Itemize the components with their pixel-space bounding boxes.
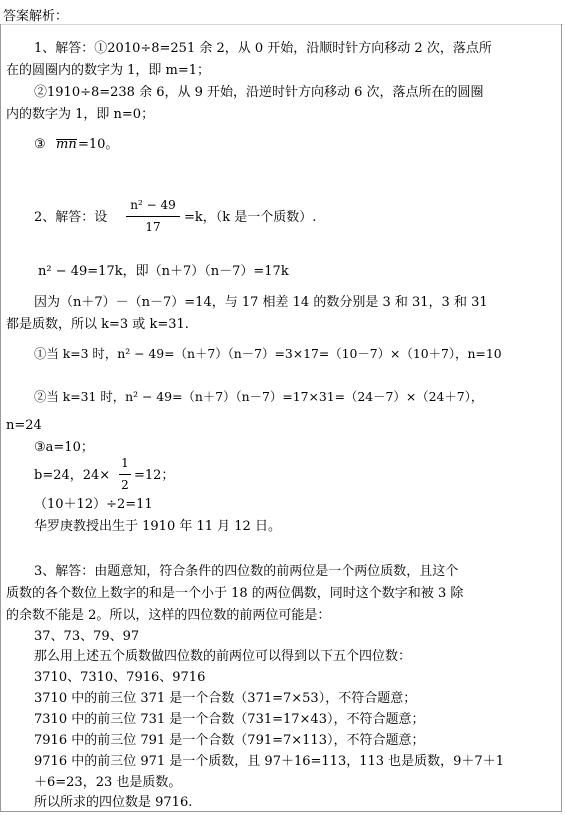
q2-sum: （10＋12）÷2=11: [34, 497, 153, 512]
q2-b-suffix: =12；: [134, 468, 175, 483]
q2-b-fraction-bar: [119, 474, 131, 475]
q1-line-4: 内的数字为 1，即 n=0；: [6, 107, 155, 122]
q3-line-2: 质数的各个数位上数字的和是一个小于 18 的两位偶数，同时这个数字和被 3 除: [6, 586, 464, 601]
q3-line-1: 3、解答：由题意知，符合条件的四位数的前两位是一个两位质数，且这个: [34, 564, 459, 579]
q2-head-prefix: 2、解答：设: [34, 210, 108, 225]
q2-reason-2: 都是质数，所以 k=3 或 k=31.: [6, 317, 189, 332]
q2-b-prefix: b=24，24×: [34, 468, 111, 483]
q2-reason-1: 因为（n＋7）－（n－7）=14，与 17 相差 14 的数分别是 3 和 31，3 和 31: [34, 295, 488, 310]
q2-head-suffix: =k，（k 是一个质数）.: [184, 210, 317, 225]
q3-line-11: ＋6=23，23 也是质数。: [34, 775, 182, 790]
q2-case-2: ②当 k=31 时，n² − 49=（n＋7）（n－7）=17×31=（24－7）×（24＋7），: [34, 389, 484, 404]
q2-b-denominator: 2: [121, 478, 129, 492]
q3-line-3: 的余数不能是 2。所以，这样的四位数的前两位可能是：: [6, 608, 331, 623]
q2-fraction-denominator: 17: [145, 220, 161, 234]
q2-b-numerator: 1: [121, 456, 129, 470]
q2-birth: 华罗庚教授出生于 1910 年 11 月 12 日。: [34, 519, 281, 534]
q3-line-12: 所以所求的四位数是 9716.: [34, 795, 193, 810]
q1-line-5-suffix: =10。: [78, 137, 119, 152]
q2-equation: n² − 49=17k，即（n＋7）（n－7）=17k: [38, 264, 289, 279]
q3-line-9: 7916 中的前三位 791 是一个合数（791=7×113），不符合题意；: [34, 733, 425, 748]
q3-line-8: 7310 中的前三位 731 是一个合数（731=17×43），不符合题意；: [34, 712, 425, 727]
q2-case-2-result: n=24: [6, 418, 42, 433]
q1-mn: mn: [56, 137, 77, 152]
answer-header-title: 答案解析：: [3, 9, 69, 24]
answer-header: [0, 0, 563, 25]
q1-line-3: ②1910÷8=238 余 6，从 9 开始，沿逆时针方向移动 6 次，落点所在的圆圈: [34, 85, 484, 100]
q1-line-5-prefix: ③: [34, 137, 46, 152]
q1-line-2: 在的圆圈内的数字为 1，即 m=1；: [6, 63, 211, 78]
q2-case-1: ①当 k=3 时，n² − 49=（n＋7）（n－7）=3×17=（10－7）×（10＋7），n=10: [34, 346, 502, 361]
q3-line-5: 那么用上述五个质数做四位数的前两位可以得到以下五个四位数：: [34, 649, 412, 664]
q3-line-4: 37、73、79、97: [34, 629, 140, 644]
q3-line-7: 3710 中的前三位 371 是一个合数（371=7×53），不符合题意；: [34, 691, 417, 706]
q2-fraction-numerator: n² − 49: [130, 198, 176, 212]
q3-line-6: 3710、7310、7916、9716: [34, 670, 206, 685]
q2-case-3: ③a=10；: [34, 440, 94, 455]
q2-fraction-bar: [126, 216, 180, 217]
q3-line-10: 9716 中的前三位 971 是一个质数，且 97＋16=113，113 也是质数，9＋7＋1: [34, 754, 504, 769]
q1-line-1: 1、解答：①2010÷8=251 余 2，从 0 开始，沿顺时针方向移动 2 次，落点所: [34, 41, 492, 56]
